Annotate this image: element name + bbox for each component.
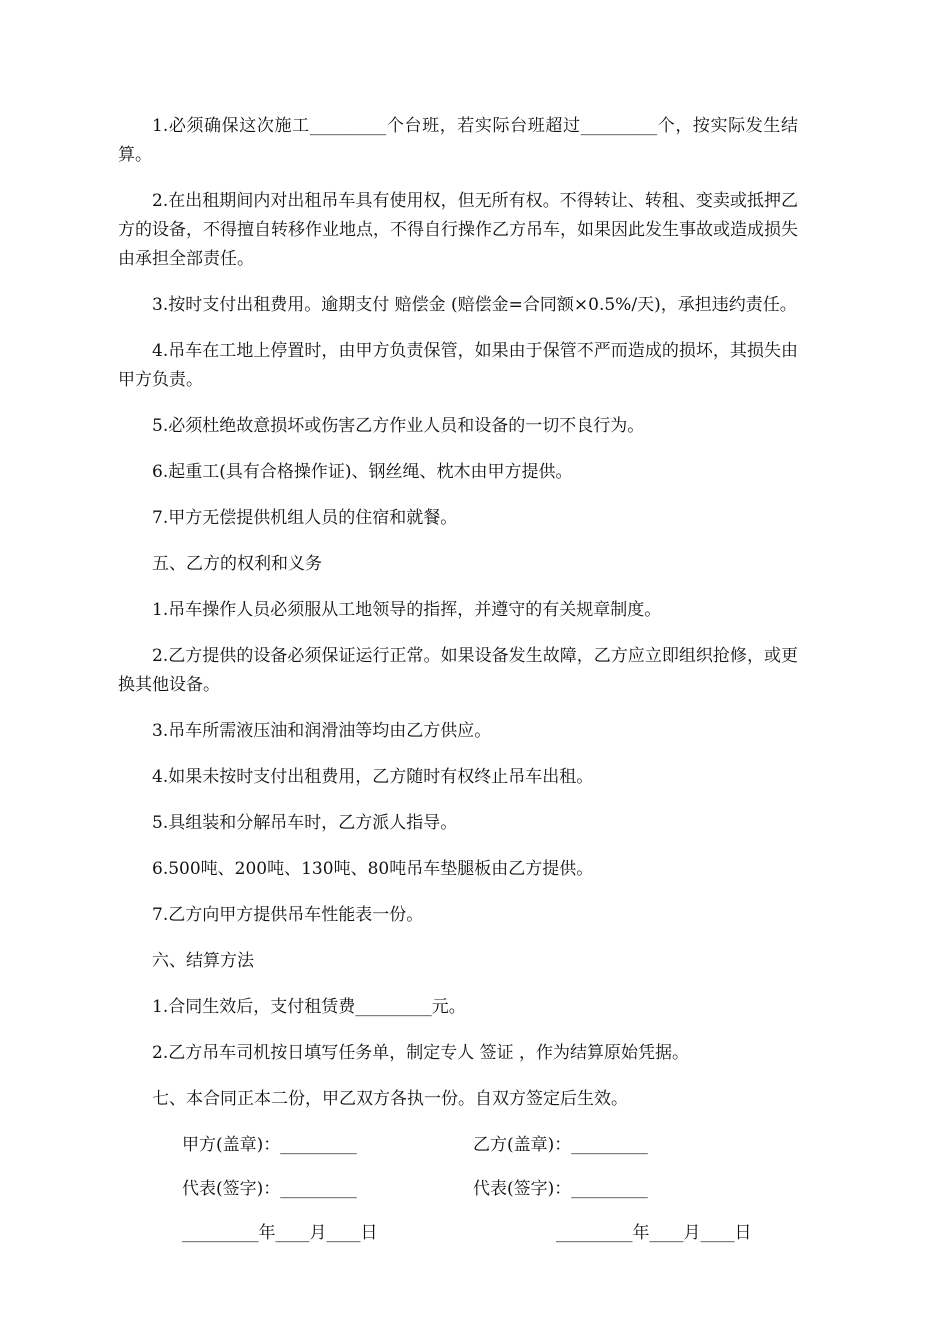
clause-a-3: 3.按时支付出租费用。逾期支付 赔偿金 (赔偿金=合同额×0.5%/天)，承担违约责任。	[152, 295, 797, 315]
party-a-seal: 甲方(盖章)：_________	[182, 1135, 357, 1155]
clause-b-5: 5.具组装和分解吊车时，乙方派人指导。	[152, 813, 458, 833]
clause-b-3: 3.吊车所需液压油和润滑油等均由乙方供应。	[152, 721, 492, 741]
section-5-heading: 五、乙方的权利和义务	[152, 554, 322, 574]
clause-c-2: 2.乙方吊车司机按日填写任务单，制定专人 签证 ，作为结算原始凭据。	[152, 1043, 690, 1063]
clause-a-5: 5.必须杜绝故意损坏或伤害乙方作业人员和设备的一切不良行为。	[152, 416, 645, 436]
clause-b-2: 2.乙方提供的设备必须保证运行正常。如果设备发生故障，乙方应立即组织抢修，或更换其他设备。	[118, 646, 798, 695]
seal-row	[118, 1131, 798, 1160]
clause-b-6: 6.500吨、200吨、130吨、80吨吊车垫腿板由乙方提供。	[152, 859, 594, 879]
contract-page	[118, 112, 798, 1248]
clause-a-7: 7.甲方无偿提供机组人员的住宿和就餐。	[152, 508, 458, 528]
section-7-text: 七、本合同正本二份，甲乙双方各执一份。自双方签定后生效。	[152, 1089, 628, 1109]
party-b-seal: 乙方(盖章)：_________	[473, 1135, 648, 1155]
party-a-representative: 代表(签字)：_________	[182, 1179, 357, 1199]
clause-a-2: 2.在出租期间内对出租吊车具有使用权，但无所有权。不得转让、转租、变卖或抵押乙方的设备，不得擅自转移作业地点，不得自行操作乙方吊车，如果因此发生事故或造成损失由承担全部责任。	[118, 191, 798, 269]
clause-a-4: 4.吊车在工地上停置时，由甲方负责保管，如果由于保管不严而造成的损坏，其损失由甲方负责。	[118, 341, 798, 390]
clause-c-1: 1.合同生效后，支付租赁费_________元。	[152, 997, 466, 1017]
party-a-date: _________年____月____日	[182, 1223, 378, 1243]
party-b-representative: 代表(签字)：_________	[473, 1179, 648, 1199]
clause-b-7: 7.乙方向甲方提供吊车性能表一份。	[152, 905, 424, 925]
section-6-heading: 六、结算方法	[152, 951, 254, 971]
clause-b-4: 4.如果未按时支付出租费用，乙方随时有权终止吊车出租。	[152, 767, 594, 787]
party-b-date: _________年____月____日	[556, 1223, 752, 1243]
date-row	[118, 1219, 798, 1248]
clause-a-1: 1.必须确保这次施工_________个台班，若实际台班超过_________个，按实际发生结算。	[118, 116, 798, 165]
clause-b-1: 1.吊车操作人员必须服从工地领导的指挥，并遵守的有关规章制度。	[152, 600, 662, 620]
clause-a-6: 6.起重工(具有合格操作证)、钢丝绳、枕木由甲方提供。	[152, 462, 573, 482]
representative-row	[118, 1175, 798, 1204]
